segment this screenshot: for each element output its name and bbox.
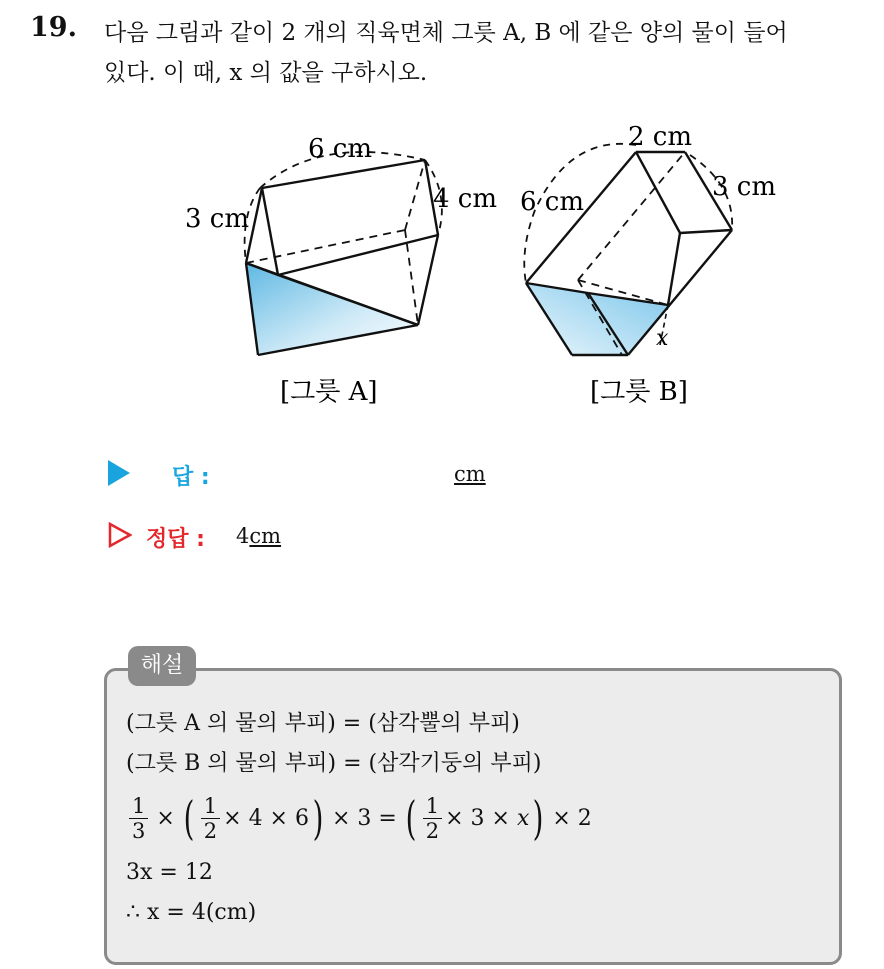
explanation-line5: ∴ x = 4(cm) — [126, 900, 257, 925]
answer-row — [108, 460, 486, 490]
question-number: 19. — [30, 12, 77, 43]
frac-num: 1 — [423, 794, 442, 819]
fraction-one-half — [201, 794, 220, 843]
question-text-line2: 있다. 이 때, x 의 값을 구하시오. — [104, 60, 428, 86]
answer-label: 답 : — [172, 465, 210, 490]
right-paren: ) — [532, 791, 544, 845]
figure-bowls — [150, 115, 790, 415]
frac-num: 1 — [129, 794, 148, 819]
frac-den: 2 — [425, 818, 440, 843]
correct-answer-row — [108, 522, 282, 552]
answer-unit-blank: cm — [454, 462, 486, 486]
bowl-a-top-label: 6 cm — [308, 134, 373, 164]
bowl-b-x-label: x — [656, 326, 669, 351]
explanation-line4: 3x = 12 — [126, 860, 213, 885]
bowl-b-caption: [그릇 B] — [590, 377, 688, 407]
times-sign: × — [156, 805, 175, 831]
bowl-a — [245, 152, 442, 355]
correct-answer-number: 4 — [236, 524, 250, 548]
play-filled-icon — [108, 460, 130, 486]
frac-num: 1 — [201, 794, 220, 819]
eq-term: × 2 — [552, 805, 592, 831]
bowl-a-right-label: 4 cm — [433, 184, 498, 214]
explanation-equation — [126, 786, 597, 850]
explanation-line2: (그릇 B 의 물의 부피) = (삼각기둥의 부피) — [126, 751, 542, 776]
correct-answer-unit: cm — [249, 524, 282, 548]
fraction-one-third — [129, 794, 148, 843]
correct-answer-label: 정답 : — [146, 527, 205, 552]
eq-term: × 3 = — [331, 805, 397, 831]
fraction-one-half — [423, 794, 442, 843]
frac-den: 3 — [132, 818, 146, 843]
right-paren: ) — [312, 791, 324, 845]
eq-variable: x — [516, 805, 530, 831]
left-paren: ( — [183, 791, 195, 845]
eq-term: × 3 × — [445, 805, 510, 831]
question-text-line1: 다음 그림과 같이 2 개의 직육면체 그릇 A, B 에 같은 양의 물이 들어 — [104, 20, 788, 46]
frac-den: 2 — [203, 818, 218, 843]
bowl-a-left-label: 3 cm — [185, 204, 250, 234]
bowl-b — [524, 144, 732, 355]
explanation-line1: (그릇 A 의 물의 부피) = (삼각뿔의 부피) — [126, 711, 520, 736]
play-outline-icon — [108, 522, 132, 548]
explanation-tab: 해설 — [128, 646, 196, 686]
bowl-b-top-label: 2 cm — [628, 122, 693, 152]
correct-answer-value — [236, 524, 281, 548]
bowl-a-caption: [그릇 A] — [280, 377, 378, 407]
bowl-b-right-label: 3 cm — [712, 172, 777, 202]
bowl-b-left-label: 6 cm — [520, 187, 585, 217]
left-paren: ( — [405, 791, 417, 845]
eq-term: × 4 × 6 — [223, 805, 309, 831]
